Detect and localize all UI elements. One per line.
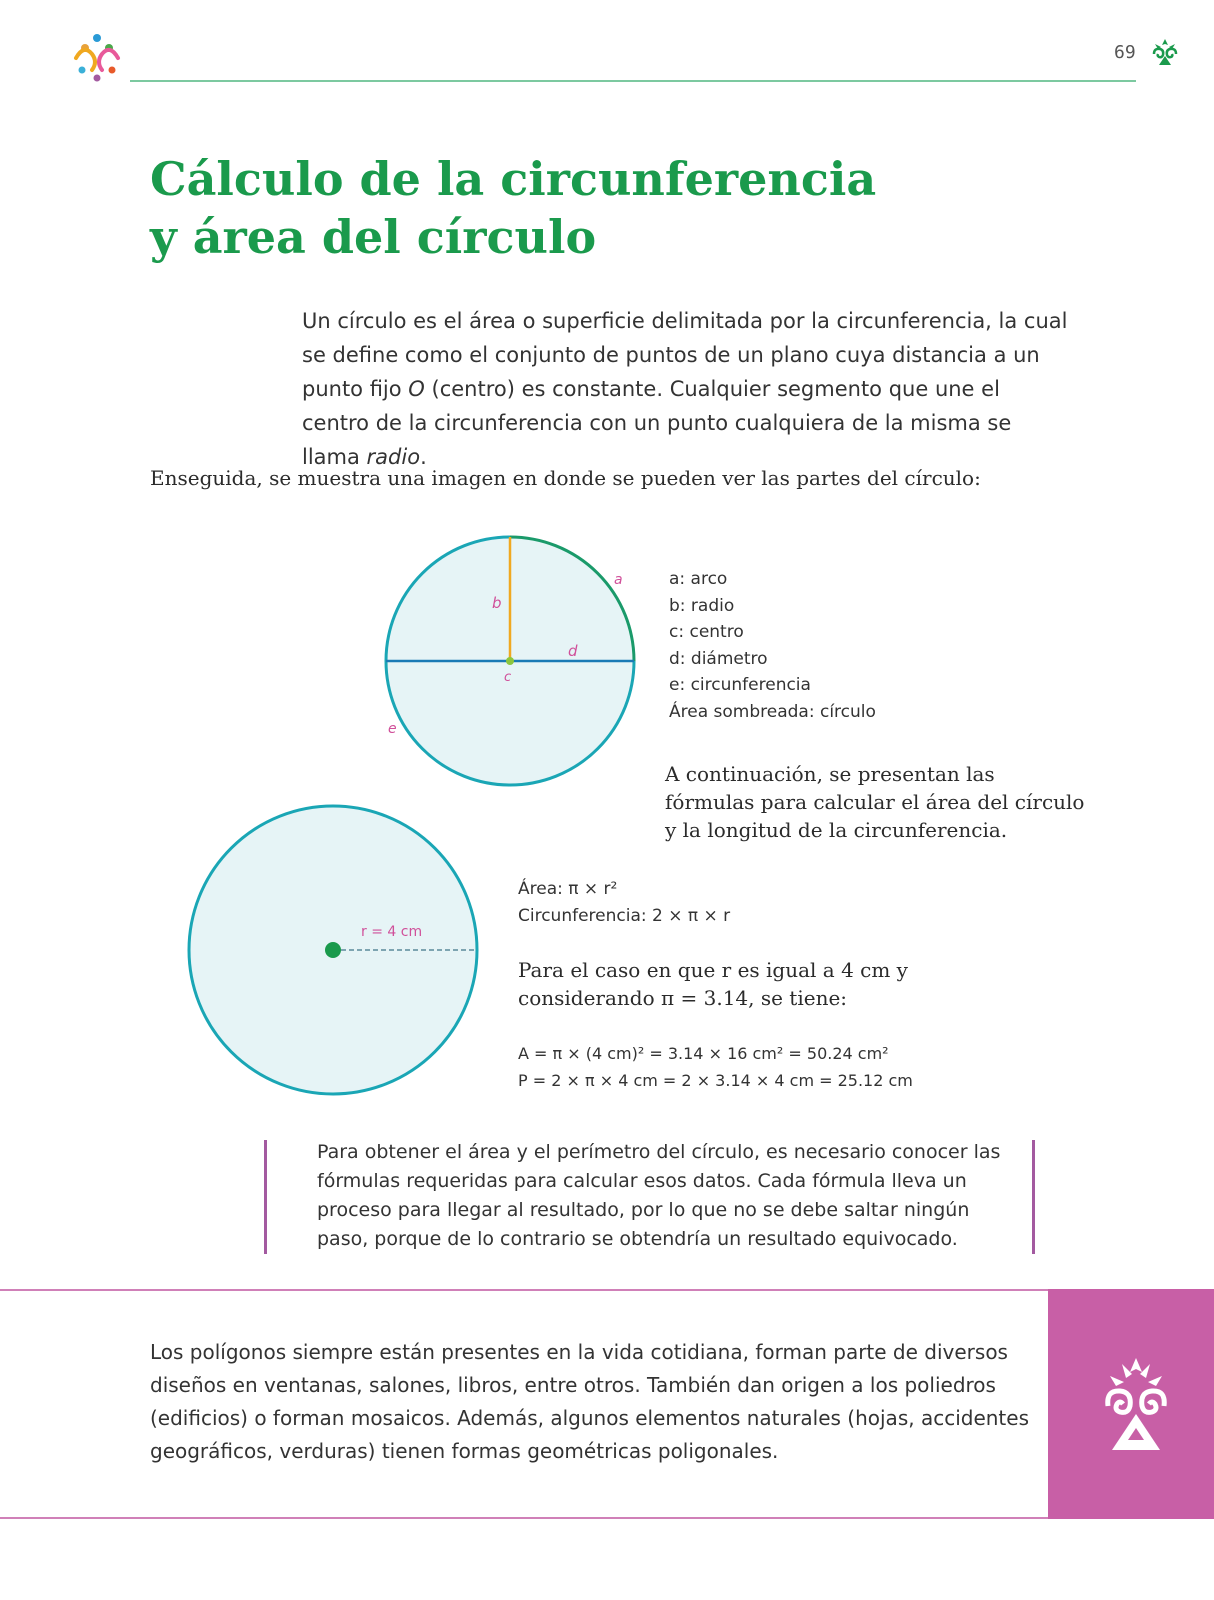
area-formula: Área: π × r² (518, 879, 618, 899)
intro-point: O (408, 377, 425, 401)
formulas (518, 876, 918, 930)
intro-text-2: (centro) es constante. Cualquier segmento que une el centro de la circunferencia con un punto cualquiera de la misma se llama (302, 377, 1012, 469)
header-divider (130, 80, 1136, 82)
label-b: b (492, 594, 502, 612)
note-bar-left (264, 1140, 267, 1254)
white-emblem-icon (1100, 1356, 1172, 1456)
intro-text-3: . (420, 445, 427, 469)
continuation-paragraph: A continuación, se presentan las fórmulas para calcular el área del círculo y la longitud de la circunferencia. (665, 762, 1085, 842)
label-e: e (388, 721, 397, 737)
page-number: 69 (1114, 42, 1136, 63)
title-line-2: y área del círculo (150, 210, 597, 264)
label-c: c (504, 670, 512, 685)
center-c (506, 657, 514, 665)
box-top-line (0, 1289, 1050, 1291)
intro-term: radio (366, 445, 421, 469)
box-paragraph: Los polígonos siempre están presentes en la vida cotidiana, forman parte de diversos diseños en ventanas, salones, libros, entre otros. También dan origen a los poliedros (edificios) o forman mosaicos. Además, algunos elementos naturales (hojas, accidentes geográficos, verduras) tienen formas geométricas poligonales. (150, 1340, 1029, 1463)
radius-circle-figure (180, 800, 490, 1100)
perimeter-calculation: P = 2 × π × 4 cm = 2 × 3.14 × 4 cm = 25.12 cm (518, 1071, 913, 1090)
intro-text-1: Un círculo es el área o superficie delimitada por la circunferencia, la cual se define como el conjunto de puntos de un plano cuya distancia a un punto fijo (302, 309, 1068, 401)
circumference-formula: Circunferencia: 2 × π × r (518, 906, 731, 926)
calculations (518, 1040, 1038, 1094)
legend-item: d: diámetro (669, 648, 768, 669)
case-paragraph: Para el caso en que r es igual a 4 cm y considerando π = 3.14, se tiene: (518, 958, 908, 1010)
intro-paragraph (302, 304, 1072, 474)
legend-item: Área sombreada: círculo (669, 701, 876, 722)
legend-item: a: arco (669, 569, 728, 589)
box-bottom-line (0, 1517, 1050, 1519)
note-bar-right (1032, 1140, 1035, 1254)
legend-item: b: radio (669, 595, 735, 616)
circle-parts-legend (669, 566, 969, 725)
circle-parts-figure (370, 520, 670, 800)
title-line-1: Cálculo de la circunferencia (150, 152, 877, 206)
colorful-logo-icon (70, 32, 126, 84)
lead-sentence: Enseguida, se muestra una imagen en donde se pueden ver las partes del círculo: (150, 466, 981, 490)
radius-label: r = 4 cm (361, 924, 423, 940)
label-a: a (614, 572, 623, 588)
green-emblem-icon (1150, 38, 1180, 68)
area-calculation: A = π × (4 cm)² = 3.14 × 16 cm² = 50.24 cm² (518, 1044, 889, 1063)
legend-item: e: circunferencia (669, 675, 811, 695)
page-title (150, 150, 910, 266)
label-d: d (568, 642, 578, 660)
center-dot (325, 942, 341, 958)
legend-item: c: centro (669, 622, 744, 642)
note-paragraph: Para obtener el área y el perímetro del círculo, es necesario conocer las fórmulas requeridas para calcular esos datos. Cada fórmula lleva un proceso para llegar al resultado, por lo que no se debe saltar ningún paso, porque de lo contrario se obtendría un resultado equivocado. (317, 1141, 1001, 1250)
